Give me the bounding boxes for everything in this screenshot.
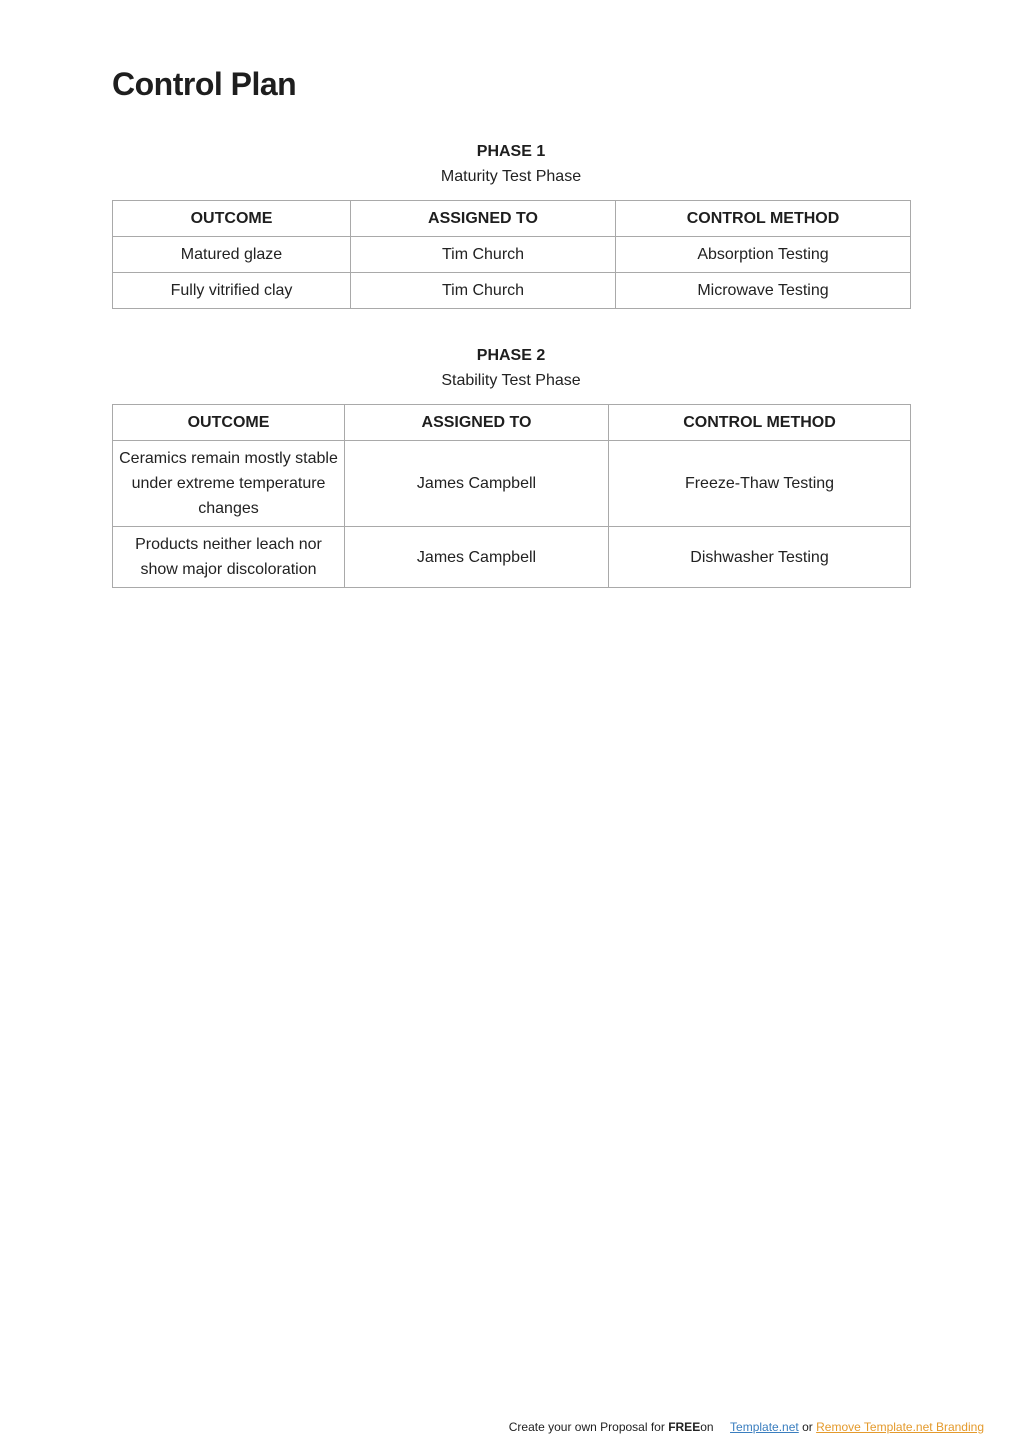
cell-assigned-to: James Campbell <box>345 527 609 588</box>
cell-outcome: Matured glaze <box>113 237 351 273</box>
table-header-row <box>113 405 911 441</box>
table-row <box>113 237 911 273</box>
branding-footer <box>509 1418 984 1436</box>
page-title: Control Plan <box>112 66 297 102</box>
column-header-assigned-to: ASSIGNED TO <box>351 201 616 237</box>
phase-2-table <box>112 404 911 588</box>
cell-control-method: Freeze-Thaw Testing <box>609 441 911 527</box>
phase-1-table <box>112 200 911 309</box>
cell-control-method: Microwave Testing <box>616 273 911 309</box>
cell-outcome: Ceramics remain mostly stable under extreme temperature changes <box>113 441 345 527</box>
table-row <box>113 273 911 309</box>
cell-control-method: Absorption Testing <box>616 237 911 273</box>
phase-subtitle: Stability Test Phase <box>441 372 581 389</box>
footer-prefix-text: Create your own Proposal for <box>508 1420 665 1434</box>
footer-or-text: or <box>802 1420 813 1434</box>
phase-2-section <box>112 345 910 588</box>
table-header-row <box>113 201 911 237</box>
cell-control-method: Dishwasher Testing <box>609 527 911 588</box>
cell-outcome: Fully vitrified clay <box>113 273 351 309</box>
template-net-link[interactable]: Template.net <box>730 1420 799 1434</box>
column-header-outcome: OUTCOME <box>113 405 345 441</box>
column-header-control-method: CONTROL METHOD <box>616 201 911 237</box>
cell-assigned-to: Tim Church <box>351 273 616 309</box>
table-row <box>113 441 911 527</box>
column-header-control-method: CONTROL METHOD <box>609 405 911 441</box>
cell-assigned-to: James Campbell <box>345 441 609 527</box>
phase-subtitle: Maturity Test Phase <box>440 168 582 185</box>
cell-outcome: Products neither leach nor show major discoloration <box>113 527 345 588</box>
phase-heading: PHASE 2 <box>476 347 546 364</box>
phase-1-section <box>112 141 910 309</box>
table-row <box>113 527 911 588</box>
footer-free-text: FREE <box>668 1420 701 1434</box>
cell-assigned-to: Tim Church <box>351 237 616 273</box>
column-header-outcome: OUTCOME <box>113 201 351 237</box>
footer-on-text: on <box>700 1420 714 1434</box>
column-header-assigned-to: ASSIGNED TO <box>345 405 609 441</box>
phase-heading: PHASE 1 <box>476 143 546 160</box>
remove-branding-link[interactable]: Remove Template.net Branding <box>816 1420 984 1434</box>
